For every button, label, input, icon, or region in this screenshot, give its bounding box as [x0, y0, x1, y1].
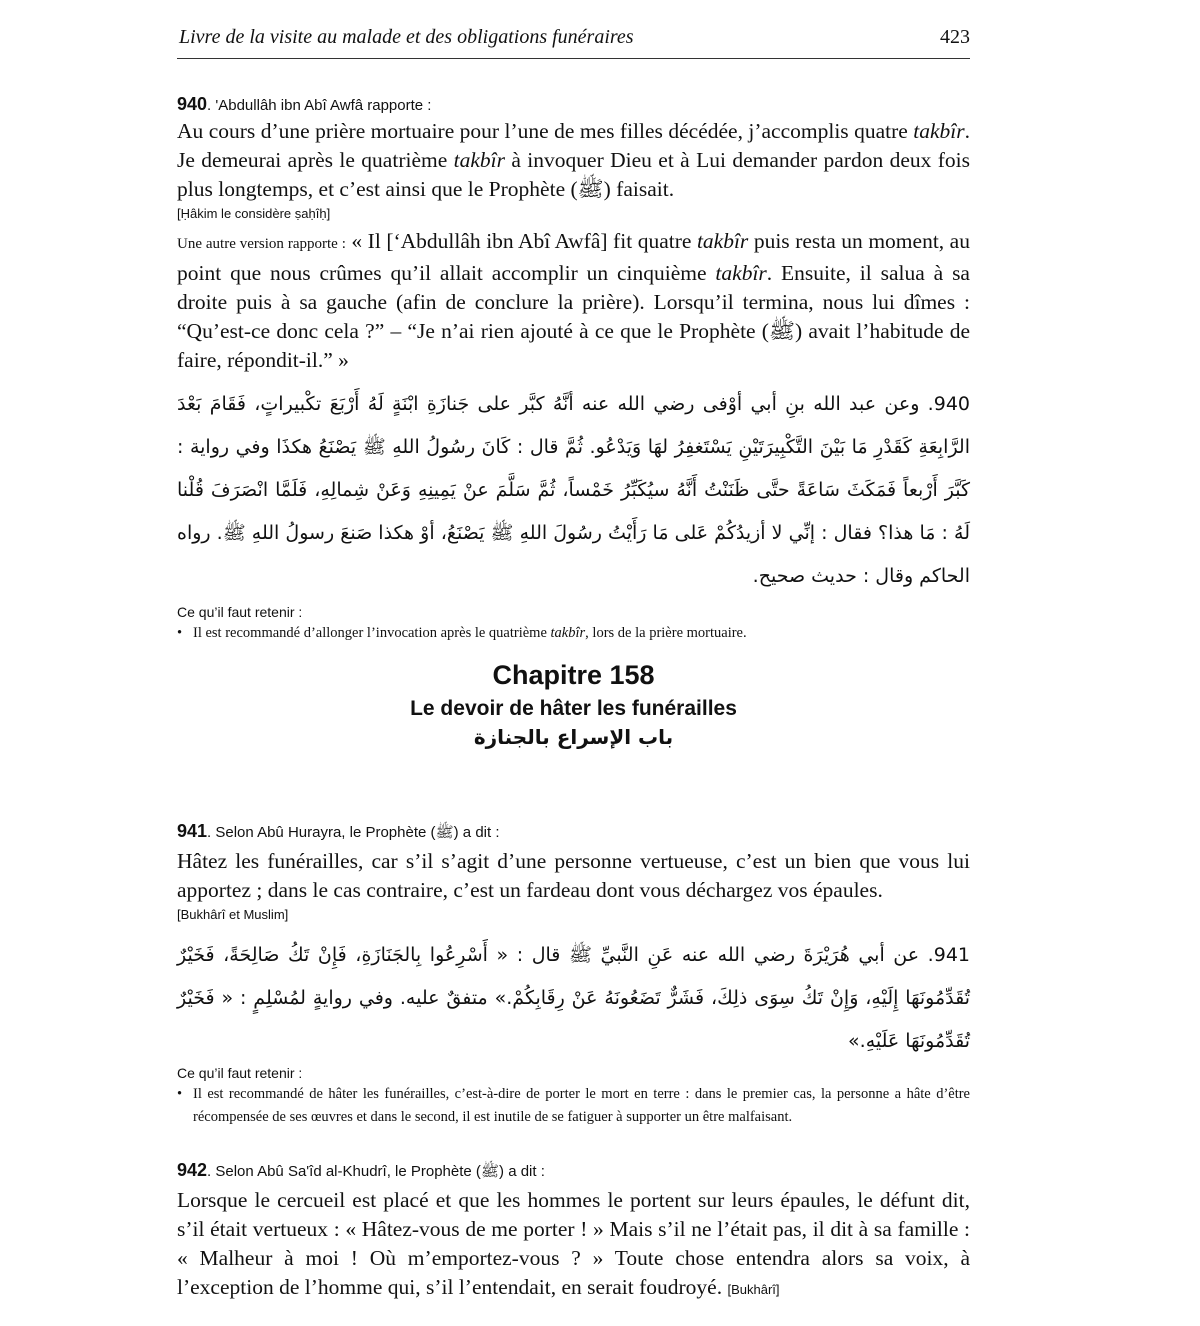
page-number: 423	[940, 26, 970, 48]
text-part: Il est recommandé de hâter les funérailles, c’est-à-dire de porter le mort en terre : dans le premier cas, la personne a hâte d’être récompensée de ses œuvres et dans le second, il est inutile de se fatiguer à supporter un être malfaisant.	[193, 1086, 970, 1125]
chapter-title-arabic: باب الإسراع بالجنازة	[473, 725, 674, 749]
retain-item	[177, 1083, 970, 1129]
hadith-narrator: . 'Abdullâh ibn Abî Awfâ rapporte :	[207, 97, 432, 114]
hadith-intro	[177, 1160, 970, 1184]
hadith-942	[177, 1160, 970, 1304]
bullet-icon: •	[177, 1086, 183, 1102]
term-takbir: takbîr	[550, 625, 586, 641]
text-part: Lorsque le cercueil est placé et que les hommes le portent sur leurs épaules, le défunt dit, s’il était vertueux : « Hâtez-vous de me porter ! » Mais s’il ne l’était pas, il dit à sa famille : « Malheur à moi ! Où m’emportez-vous ? » Toute chose entendra alors sa voix, à l’exception de l’homme qui, s’il l’entendait, en serait foudroyé.	[177, 1188, 970, 1299]
text-part: puis resta un moment, au point que nous crûmes qu’il allait accomplir un cinquième	[177, 229, 970, 285]
text-part: « Il [‘Abdullâh ibn Abî Awfâ] fit quatre	[345, 229, 697, 253]
term-takbir: takbîr	[696, 229, 749, 253]
retain-item	[177, 622, 970, 645]
hadith-source: [Ḥâkim le considère ṣaḥîḥ]	[177, 206, 331, 221]
text-part: Au cours d’une prière mortuaire pour l’une de mes filles décédée, j’accomplis quatre	[177, 119, 914, 143]
arabic-text: 940. وعن عبد الله بنِ أبي أوْفى رضي الله عنه أنَّهُ كبَّر على جَنازَةِ ابْنَةٍ لَهُ أَرْبَعَ تكْبيراتٍ، فَقَامَ بَعْدَ الرَّابِعَةِ كَقَدْرِ مَا بَيْنَ التَّكْبِيرَتَيْنِ يَسْتَغفِرُ لهَا وَيَدْعُو. ثُمَّ قال : كَانَ رسُولُ اللهِ ﷺ يَصْنَعُ هكذَا وفي رواية : كَبَّرَ أَرْبعاً فَمَكَثَ سَاعَةً حتَّى ظَنَنْتُ أَنَّهُ سيُكَبِّرُ خَمْساً، ثُمَّ سَلَّمَ عنْ يَمِينِهِ وَعَنْ شِمالِهِ، فَلَمَّا انْصَرَفَ قُلْنا لَهُ : مَا هذا؟ فقال : إنِّي لا أزيدُكُمْ عَلى مَا رَأَيْتُ رسُولَ اللهِ ﷺ يَصْنَعُ، أوْ هكذا صَنعَ رسولُ اللهِ ﷺ. رواه الحاكم وقال : حديث صحيح.	[177, 393, 970, 587]
hadith-940	[177, 94, 970, 645]
retain-title: Ce qu’il faut retenir :	[177, 604, 303, 620]
text-part: , lors de la prière mortuaire.	[585, 625, 747, 641]
text-part: Il est recommandé d’allonger l’invocation après le quatrième	[193, 625, 551, 641]
variant-lead: Une autre version rapporte :	[177, 236, 346, 252]
text-part: . Je demeurai après le quatrième	[177, 119, 970, 172]
chapter-heading	[177, 660, 970, 749]
hadith-number: 941	[177, 821, 208, 841]
term-takbir: takbîr	[453, 148, 505, 172]
hadith-intro	[177, 94, 970, 115]
hadith-intro	[177, 821, 970, 845]
hadith-941	[177, 821, 970, 1129]
term-takbir: takbîr	[715, 261, 767, 285]
running-title: Livre de la visite au malade et des obligations funéraires	[179, 26, 634, 48]
retain-title: Ce qu’il faut retenir :	[177, 1065, 303, 1081]
hadith-number: 940	[177, 94, 208, 114]
hadith-narrator: . Selon Abû Hurayra, le Prophète (ﷺ) a dit :	[207, 824, 500, 841]
hadith-variant	[177, 227, 970, 375]
hadith-number: 942	[177, 1160, 208, 1180]
hadith-source: [Bukhârî]	[727, 1282, 780, 1297]
hadith-text	[177, 1186, 970, 1304]
running-header	[177, 24, 970, 59]
chapter-title: Le devoir de hâter les funérailles	[410, 697, 737, 720]
arabic-text: 941. عن أبي هُرَيْرَةَ رضي الله عنه عَنِ النَّبيِّ ﷺ قال : « أَسْرِعُوا بِالجَنَازَةِ، فَإِنْ تَكُ صَالِحَةً، فَخَيْرٌ تُقَدِّمُونَهَا إِلَيْهِ، وَإِنْ تَكُ سِوَى ذلِكَ، فَشَرٌّ تَضَعُونَهُ عَنْ رِقَابِكُمْ.» متفقٌ عليه. وفي روايةٍ لمُسْلِمٍ : « فَخَيْرٌ تُقَدِّمُونَهَا عَلَيْهِ.»	[177, 944, 970, 1052]
term-takbir: takbîr	[913, 119, 965, 143]
hadith-narrator: . Selon Abû Sa'îd al-Khudrî, le Prophète (ﷺ) a dit :	[207, 1163, 545, 1180]
hadith-text: Hâtez les funérailles, car s’il s’agit d’une personne vertueuse, c’est un bien que vous lui apportez ; dans le cas contraire, c’est un fardeau dont vous déchargez vos épaules.	[177, 849, 970, 902]
hadith-text	[177, 117, 970, 204]
chapter-number: Chapitre 158	[492, 660, 655, 690]
bullet-icon: •	[177, 625, 183, 641]
hadith-source: [Bukhârî et Muslim]	[177, 907, 289, 922]
text-part: à invoquer Dieu et à Lui demander pardon deux fois plus longtemps, et c’est ainsi que le Prophète (ﷺ) faisait.	[177, 148, 970, 201]
text-part: . Ensuite, il salua à sa droite puis à sa gauche (afin de conclure la prière). Lorsqu’il termina, nous lui dîmes : “Qu’est-ce donc cela ?” – “Je n’ai rien ajouté à ce que le Prophète (ﷺ) avait l’habitude de faire, répondit-il.” »	[177, 261, 970, 372]
